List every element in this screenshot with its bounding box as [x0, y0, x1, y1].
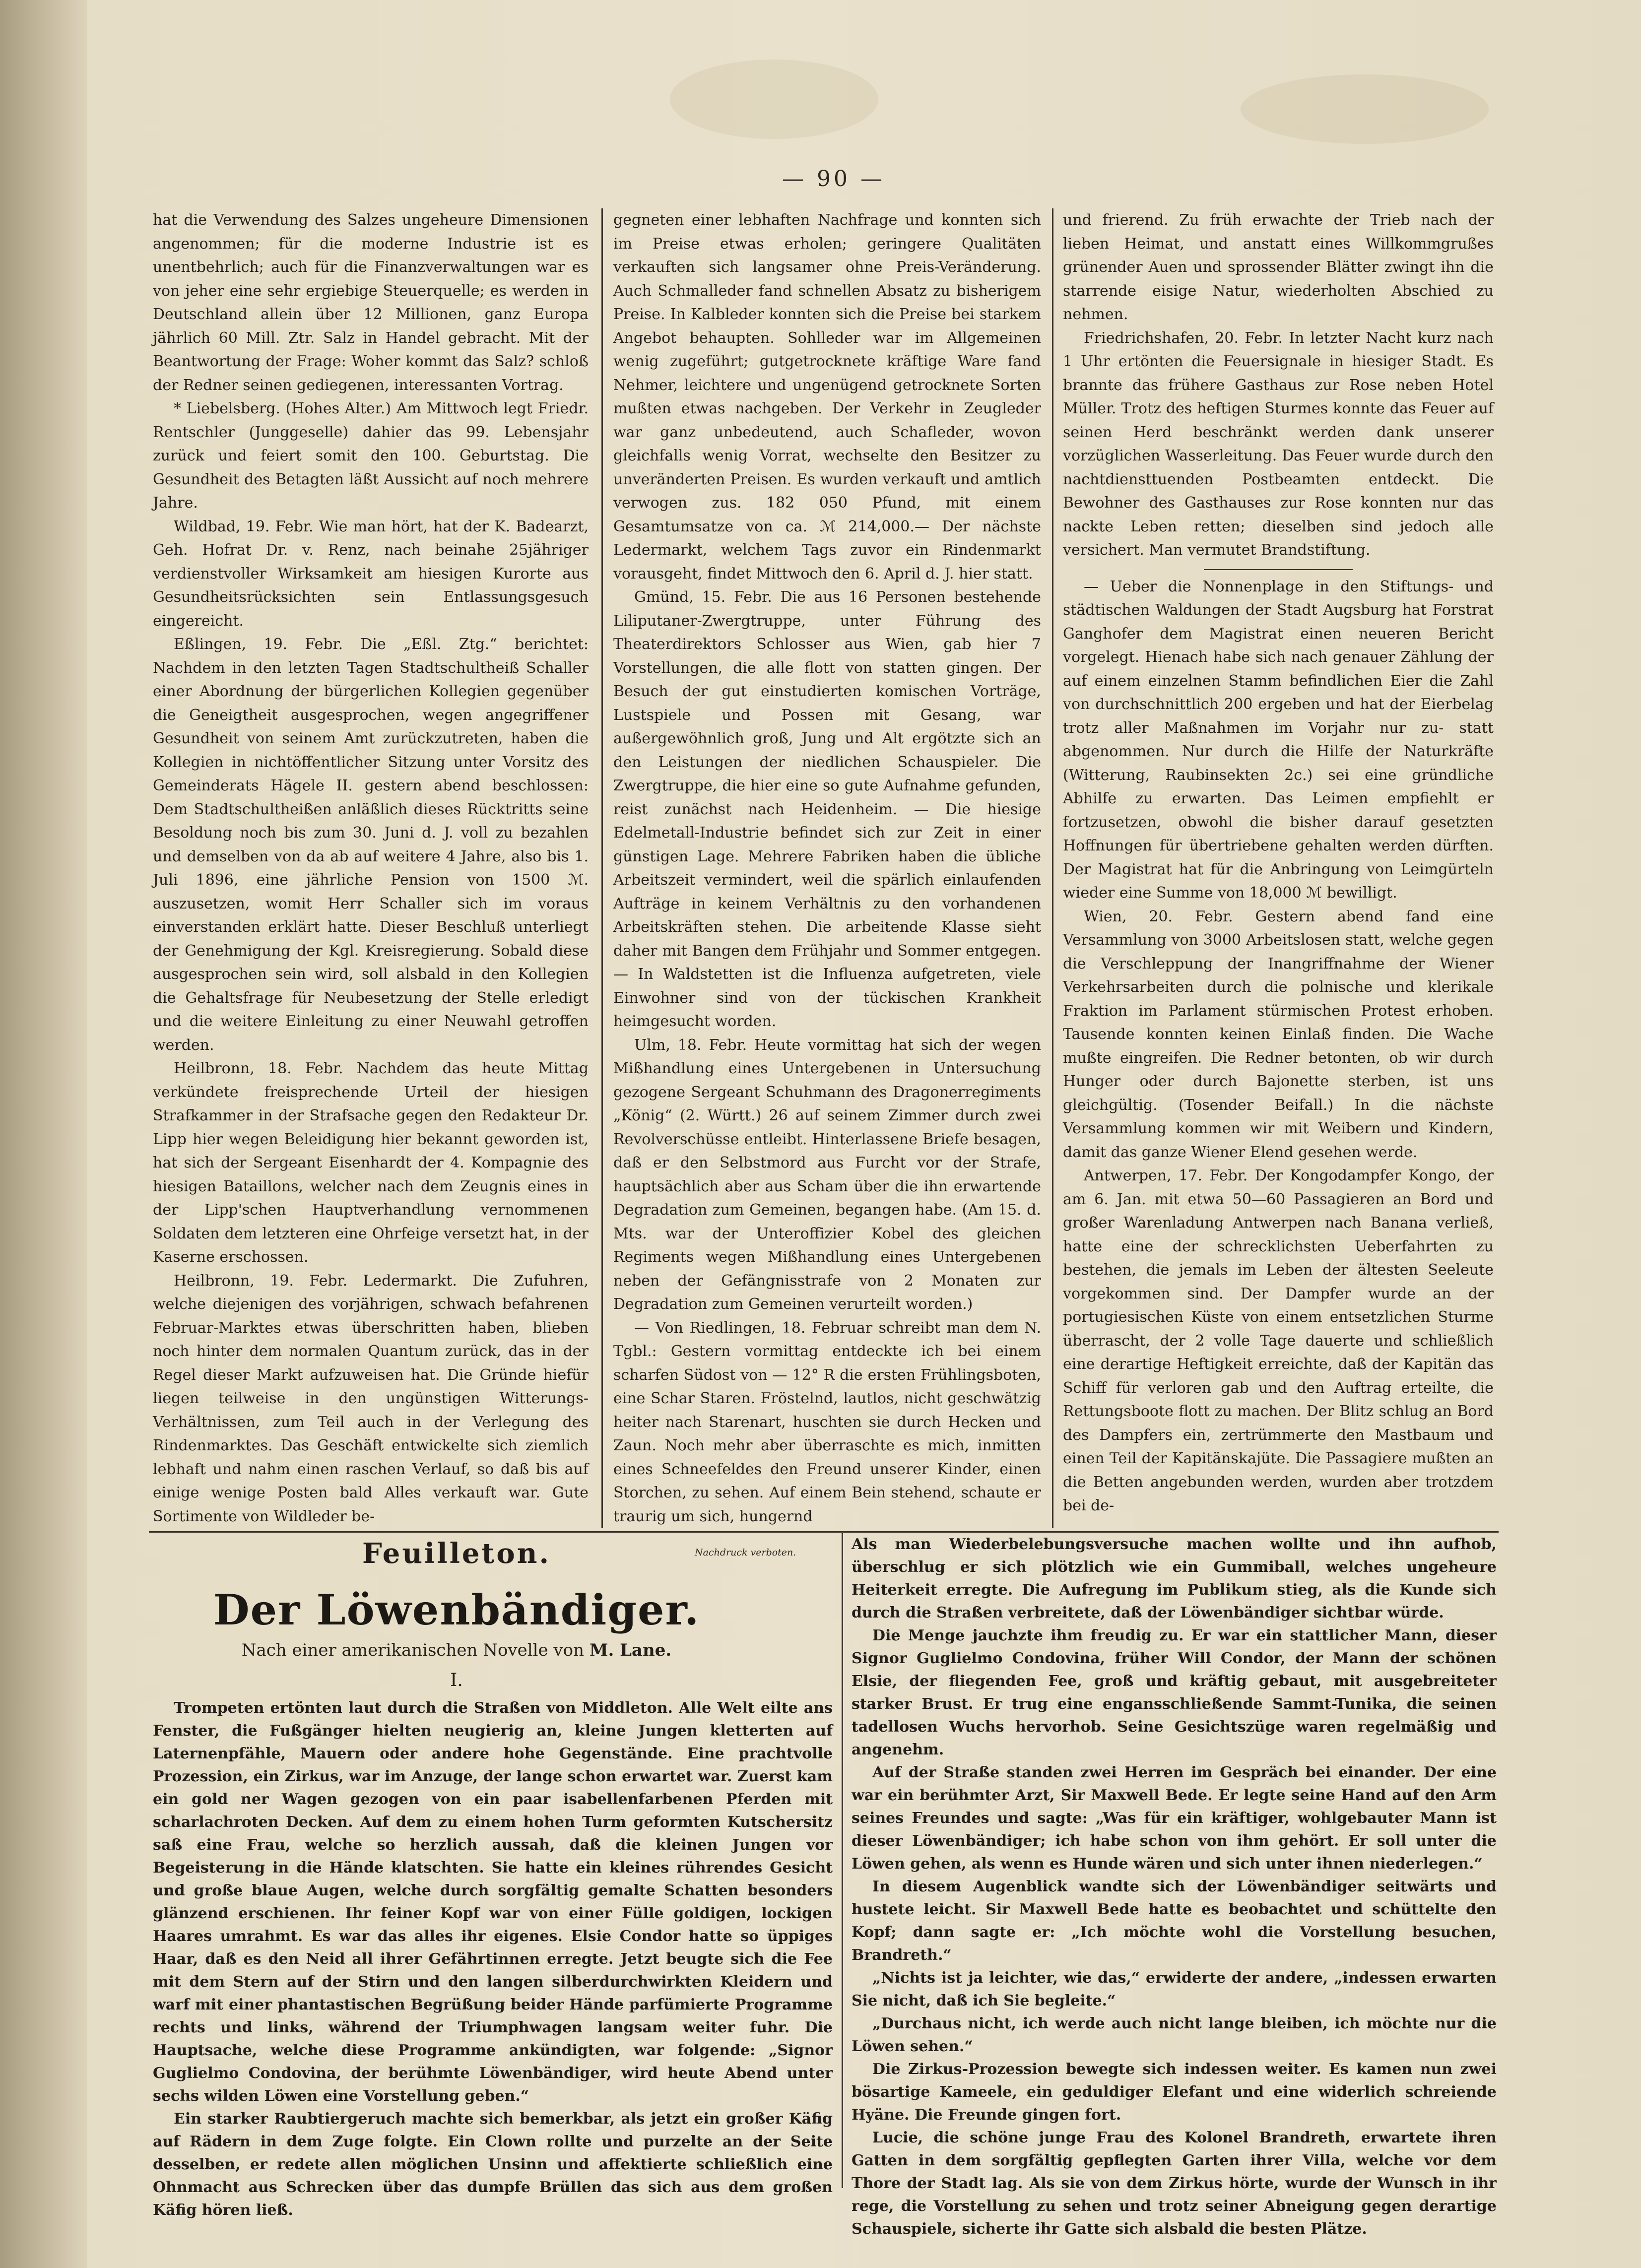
article-heilbronn-18: Heilbronn, 18. Febr. Nachdem das heute Mittag verkündete freisprechende Urteil der hiesigen Strafkammer in der Strafsache gegen den Redakteur Dr. Lipp hier wegen Beleidigung hier bekannt geworden ist, hat sich der Sergeant Eisenhardt der 4. Kompagnie des hiesigen Bataillons, welcher nach dem Zeugnis eines in der Lipp'schen Hauptverhandlung vernommenen Soldaten dem letzteren eine Ohrfeige versetzt hat, in der Kaserne erschossen.: [153, 1060, 589, 1266]
article-separator: [1204, 569, 1353, 570]
story-paragraph: „Nichts ist ja leichter, wie das,“ erwiderte der andere, „indessen erwarten Sie nicht, daß ich Sie begleite.“: [852, 1969, 1497, 2009]
article-riedlingen: — Von Riedlingen, 18. Februar schreibt man dem N. Tgbl.: Gestern vormittag entdeckte ich bei einem scharfen Südost von — 12° R die ersten Frühlingsboten, eine Schar Staren. Fröstelnd, lautlos, nicht geschwätzig heiter nach Starenart, huschten sie durch Hecken und Zaun. Noch mehr aber überraschte es mich, inmitten eines Schneefeldes den Freund unserer Kinder, einen Storchen, zu sehen. Auf einem Bein stehend, schaute er traurig um sich, hungernd: [613, 1319, 1041, 1525]
paper-stain: [1241, 74, 1489, 144]
article-salt-lecture: hat die Verwendung des Salzes ungeheure Dimensionen angenommen; für die moderne Industrie ist es unentbehrlich; auch für die Finanzverwaltungen war es von jeher eine sehr ergiebige Steuerquelle; es werden in Deutschland allein über 12 Millionen, ganz Europa jährlich 60 Mill. Ztr. Salz in Handel gebracht. Mit der Beantwortung der Frage: Woher kommt das Salz? schloß der Redner seinen gediegenen, interessanten Vortrag.: [153, 211, 589, 394]
page-number: — 90 —: [782, 166, 885, 192]
article-ulm: Ulm, 18. Febr. Heute vormittag hat sich der wegen Mißhandlung eines Untergebenen in Untersuchung gezogene Sergeant Schuhmann des Dragonerregiments „König“ (2. Württ.) 26 auf seinem Zimmer durch zwei Revolverschüsse entleibt. Hinterlassene Briefe besagen, daß er den Selbstmord aus Furcht vor der Strafe, hauptsächlich aber aus Scham über die ihn erwartende Degradation zum Gemeinen, begangen habe. (Am 15. d. Mts. war der Unteroffizier Kobel des gleichen Regiments wegen Mißhandlung eines Untergebenen neben der Gefängnisstrafe von 2 Monaten zur Degradation zum Gemeinen verurteilt worden.): [613, 1036, 1041, 1313]
feuilleton-column-rule: [842, 1533, 843, 2188]
column-2: [613, 208, 1041, 1528]
article-antwerpen: Antwerpen, 17. Febr. Der Kongodampfer Kongo, der am 6. Jan. mit etwa 50—60 Passagieren an Bord und großer Warenladung Antwerpen nach Banana verließ, hatte eine der schrecklichsten Ueberfahrten zu bestehen, die jemals im Leben der ältesten Seeleute vorgekommen sind. Der Dampfer wurde an der portugiesischen Küste von einem entsetzlichen Sturme überrascht, der 2 volle Tage dauerte und schließlich eine derartige Heftigkeit erreichte, daß der Kapitän das Schiff für verloren gab und den Auftrag erteilte, die Rettungsboote flott zu machen. Der Blitz schlug an Bord des Dampfers ein, zertrümmerte den Mastbaum und einen Teil der Kapitänskajüte. Die Passagiere mußten an die Betten angebunden werden, wurden aber trotzdem bei de-: [1063, 1167, 1494, 1514]
column-3: [1063, 208, 1494, 1528]
article-ledermarkt-cont: gegneten einer lebhaften Nachfrage und konnten sich im Preise etwas erholen; geringere Qualitäten verkauften sich langsamer ohne Preis-Veränderung. Auch Schmalleder fand schnellen Absatz zu bisherigem Preise. In Kalbleder konnten sich die Preise bei starkem Angebot behaupten. Sohlleder war im Allgemeinen wenig zugeführt; gutgetrocknete kräftige Ware fand Nehmer, leichtere und ungenügend getrocknete Sorten mußten etwas nachgeben. Der Verkehr in Zeugleder war ganz unbedeutend, auch Schafleder, wovon gleichfalls wenig Vorrat, wechselte den Besitzer zu unveränderten Preisen. Es wurden verkauft und amtlich verwogen zus. 182 050 Pfund, mit einem Gesamtumsatze von ca. ℳ 214,000.— Der nächste Ledermarkt, welchem Tags zuvor ein Rindenmarkt vorausgeht, findet Mittwoch den 6. April d. J. hier statt.: [613, 211, 1041, 583]
story-paragraph: „Durchaus nicht, ich werde auch nicht lange bleiben, ich möchte nur die Löwen sehen.“: [852, 2015, 1497, 2055]
column-1: [153, 208, 589, 1528]
story-paragraph: Trompeten ertönten laut durch die Straßen von Middleton. Alle Welt eilte ans Fenster, die Fußgänger hielten neugierig an, kleine Jungen kletterten auf Laternenpfähle, Mauern oder andere hohe Gegenstände. Eine prachtvolle Prozession, ein Zirkus, war im Anzuge, der lange schon erwartet war. Zuerst kam ein gold ner Wagen gezogen von ein paar isabellenfarbenen Pferden mit scharlachroten Decken. Auf dem zu einem hohen Turm geformten Kutschersitz saß eine Frau, welche so herzlich aussah, daß die kleinen Jungen vor Begeisterung in die Hände klatschten. Sie hatte ein kleines rührendes Gesicht und große blaue Augen, welche durch sorgfältig gemalte Schatten besonders glänzend erschienen. Ihr feiner Kopf war von einer Fülle goldigen, lockigen Haares umrahmt. Es war das alles ihr eigenes. Elsie Condor hatte so üppiges Haar, daß es den Neid all ihrer Gefährtinnen erregte. Jetzt beugte sich die Fee mit dem Stern auf der Stirn und den langen silberdurchwirkten Kleidern und warf mit einer phantastischen Begrüßung beider Hände parfümierte Programme rechts und links, während der Triumphwagen langsam weiter fuhr. Die Hauptsache, welche diese Programme ankündigten, war folgende: „Signor Guglielmo Condovina, der berühmte Löwenbändiger, wird heute Abend unter sechs wilden Löwen eine Vorstellung geben.“: [153, 1699, 833, 2105]
story-title: Der Löwenbändiger.: [213, 1585, 700, 1634]
paper-stain: [670, 60, 878, 139]
story-paragraph: Als man Wiederbelebungsversuche machen wollte und ihn aufhob, überschlug er sich plötzlich wie ein Gummiball, welches ungeheure Heiterkeit erregte. Die Aufregung im Publikum stieg, als die Kunde sich durch die Straßen verbreitete, daß der Löwenbändiger sichtbar würde.: [852, 1536, 1497, 1621]
story-paragraph: Die Zirkus-Prozession bewegte sich indessen weiter. Es kamen nun zwei bösartige Kameele, ein geduldiger Elefant und eine widerlich schreiende Hyäne. Die Freunde gingen fort.: [852, 2061, 1497, 2124]
story-subtitle: [79, 1640, 834, 1660]
book-gutter: [0, 0, 87, 2268]
story-author: M. Lane.: [589, 1640, 672, 1660]
chapter-number: I.: [450, 1670, 463, 1690]
article-wildbad: Wildbad, 19. Febr. Wie man hört, hat der K. Badearzt, Geh. Hofrat Dr. v. Renz, nach beinahe 25jähriger verdienstvoller Wirksamkeit am hiesigen Kurorte aus Gesundheitsrücksichten sein Entlassungsgesuch eingereicht.: [153, 518, 589, 630]
column-rule: [601, 208, 603, 1528]
story-paragraph: Auf der Straße standen zwei Herren im Gespräch bei einander. Der eine war ein berühmter Arzt, Sir Maxwell Bede. Er legte seine Hand auf den Arm seines Freundes und sagte: „Was für ein kräftiger, wohlgebauter Mann ist dieser Löwenbändiger; ich habe schon von ihm gehört. Er soll unter die Löwen gehen, als wenn es Hunde wären und sich unter ihnen niederlegen.“: [852, 1764, 1497, 1873]
column-rule: [1052, 208, 1053, 1528]
story-paragraph: Ein starker Raubtiergeruch machte sich bemerkbar, als jetzt ein großer Käfig auf Rädern in dem Zuge folgte. Ein Clown rollte und purzelte an der Seite desselben, er redete allen möglichen Unsinn und affektierte schließlich eine Ohnmacht aus Schrecken über das dumpfe Brüllen das sich aus dem großen Käfig hören ließ.: [153, 2110, 833, 2219]
article-storch-cont: und frierend. Zu früh erwachte der Trieb nach der lieben Heimat, und anstatt eines Willkommgrußes grünender Auen und sprossender Blätter zwingt ihn die starrende eisige Natur, wiederholten Abschied zu nehmen.: [1063, 211, 1494, 323]
feuilleton-heading: Feuilleton.: [362, 1537, 551, 1570]
article-augsburg: — Ueber die Nonnenplage in den Stiftungs- und städtischen Waldungen der Stadt Augsburg hat Forstrat Ganghofer dem Magistrat einen neueren Bericht vorgelegt. Hienach habe sich nach genauer Zählung der auf einem einzelnen Stamm befindlichen Eier die Zahl von durchschnittlich 200 ergeben und hat der Eierbelag trotz aller Maßnahmen im Vorjahr nur zu- statt abgenommen. Nur durch die Hilfe der Naturkräfte (Witterung, Raubinsekten 2c.) sei eine gründliche Abhilfe zu erwarten. Das Leimen empfiehlt er fortzusetzen, obwohl die bisher darauf gesetzten Hoffnungen für übertriebene gehalten werden dürften. Der Magistrat hat für die Anbringung von Leimgürteln wieder eine Summe von 18,000 ℳ bewilligt.: [1063, 578, 1494, 902]
feuilleton-left-column: [153, 1697, 833, 2219]
reprint-note: Nachdruck verboten.: [695, 1547, 796, 1558]
feuilleton-rule: [149, 1531, 1499, 1533]
feuilleton-right-column: [852, 1533, 1497, 2238]
article-heilbronn-19: Heilbronn, 19. Febr. Ledermarkt. Die Zufuhren, welche diejenigen des vorjährigen, schwach befahrenen Februar-Marktes etwas überschritten haben, blieben noch hinter dem normalen Quantum zurück, das in der Regel dieser Markt aufzuweisen hat. Die Gründe hiefür liegen teilweise in den ungünstigen Witterungs-Verhältnissen, zum Teil auch in der Verlegung des Rindenmarktes. Das Geschäft entwickelte sich ziemlich lebhaft und nahm einen raschen Verlauf, so daß bis auf einige wenige Posten bald Alles verkauft war. Gute Sortimente von Wildleder be-: [153, 1272, 589, 1525]
story-subtitle-prefix: Nach einer amerikanischen Novelle von: [241, 1640, 584, 1660]
story-paragraph: Die Menge jauchzte ihm freudig zu. Er war ein stattlicher Mann, dieser Signor Guglielmo Condovina, früher Will Condor, der Mann der schönen Elsie, der fliegenden Fee, groß und kräftig gebaut, mit ausgebreiteter starker Brust. Er trug eine engansschließende Sammt-Tunika, die seinen tadellosen Wuchs hervorhob. Seine Gesichtszüge waren regelmäßig und angenehm.: [852, 1627, 1497, 1758]
article-liebelsberg: * Liebelsberg. (Hohes Alter.) Am Mittwoch legt Friedr. Rentschler (Junggeselle) dahier das 99. Lebensjahr zurück und feiert somit den 100. Geburtstag. Die Gesundheit des Betagten läßt Aussicht auf noch mehrere Jahre.: [153, 400, 589, 512]
article-wien: Wien, 20. Febr. Gestern abend fand eine Versammlung von 3000 Arbeitslosen statt, welche gegen die Verschleppung der Inangriffnahme der Wiener Verkehrsarbeiten durch die polnische und klerikale Fraktion im Parlament stürmischen Protest erhoben. Tausende konnten keinen Einlaß finden. Die Wache mußte eingreifen. Die Redner betonten, ob wir durch Hunger oder durch Bajonette sterben, ist uns gleichgültig. (Tosender Beifall.) In die nächste Versammlung kommen wir mit Weibern und Kindern, damit das ganze Wiener Elend gesehen werde.: [1063, 907, 1494, 1161]
story-paragraph: In diesem Augenblick wandte sich der Löwenbändiger seitwärts und hustete leicht. Sir Maxwell Bede hatte es beobachtet und schüttelte den Kopf; dann sagte er: „Ich möchte wohl die Vorstellung besuchen, Brandreth.“: [852, 1878, 1497, 1964]
article-esslingen: Eßlingen, 19. Febr. Die „Eßl. Ztg.“ berichtet: Nachdem in den letzten Tagen Stadtschultheiß Schaller einer Abordnung der bürgerlichen Kollegien gegenüber die Geneigtheit ausgesprochen, wegen angegriffener Gesundheit von seinem Amt zurückzutreten, haben die Kollegien in nichtöffentlicher Sitzung unter Vorsitz des Gemeinderats Hägele II. gestern abend beschlossen: Dem Stadtschultheißen anläßlich dieses Rücktritts seine Besoldung noch bis zum 30. Juni d. J. voll zu bezahlen und demselben von da ab auf weitere 4 Jahre, also bis 1. Juli 1896, eine jährliche Pension von 1500 ℳ. auszusetzen, womit Herr Schaller sich im voraus einverstanden erklärt hatte. Dieser Beschluß unterliegt der Genehmigung der Kgl. Kreisregierung. Sobald diese ausgesprochen sein wird, soll alsbald in den Kollegien die Gehaltsfrage für Neubesetzung der Stelle erledigt und die weitere Einleitung zu einer Neuwahl getroffen werden.: [153, 636, 589, 1054]
article-gmuend: Gmünd, 15. Febr. Die aus 16 Personen bestehende Liliputaner-Zwergtruppe, unter Führung des Theaterdirektors Schlosser aus Wien, gab hier 7 Vorstellungen, die alle flott von statten gingen. Der Besuch der gut einstudierten komischen Vorträge, Lustspiele und Possen mit Gesang, war außergewöhnlich groß, Jung und Alt ergötzte sich an den Leistungen der niedlichen Schauspieler. Die Zwergtruppe, die hier eine so gute Aufnahme gefunden, reist zunächst nach Heidenheim. — Die hiesige Edelmetall-Industrie befindet sich zur Zeit in einer günstigen Lage. Mehrere Fabriken haben die übliche Arbeitszeit vermindert, weil die spärlich einlaufenden Aufträge in keinem Verhältnis zu den vorhandenen Arbeitskräften stehen. Die arbeitende Klasse sieht daher mit Bangen dem Frühjahr und Sommer entgegen. — In Waldstetten ist die Influenza aufgetreten, viele Einwohner sind von der tückischen Krankheit heimgesucht worden.: [613, 588, 1041, 1030]
article-friedrichshafen: Friedrichshafen, 20. Febr. In letzter Nacht kurz nach 1 Uhr ertönten die Feuersignale in hiesiger Stadt. Es brannte das frühere Gasthaus zur Rose neben Hotel Müller. Trotz des heftigen Sturmes konnte das Feuer auf seinen Herd beschränkt werden dank unserer vorzüglichen Wasserleitung. Das Feuer wurde durch den nachtdiensttuenden Postbeamten entdeckt. Die Bewohner des Gasthauses zur Rose konnten nur das nackte Leben retten; dieselben sind jedoch alle versichert. Man vermutet Brandstiftung.: [1063, 329, 1494, 559]
story-paragraph: Lucie, die schöne junge Frau des Kolonel Brandreth, erwartete ihren Gatten in dem sorgfältig gepflegten Garten ihrer Villa, welche vor dem Thore der Stadt lag. Als sie von dem Zirkus hörte, wurde der Wunsch in ihr rege, die Vorstellung zu sehen und trotz seiner Abneigung gegen derartige Schauspiele, sicherte ihr Gatte sich alsbald die besten Plätze.: [852, 2129, 1497, 2238]
